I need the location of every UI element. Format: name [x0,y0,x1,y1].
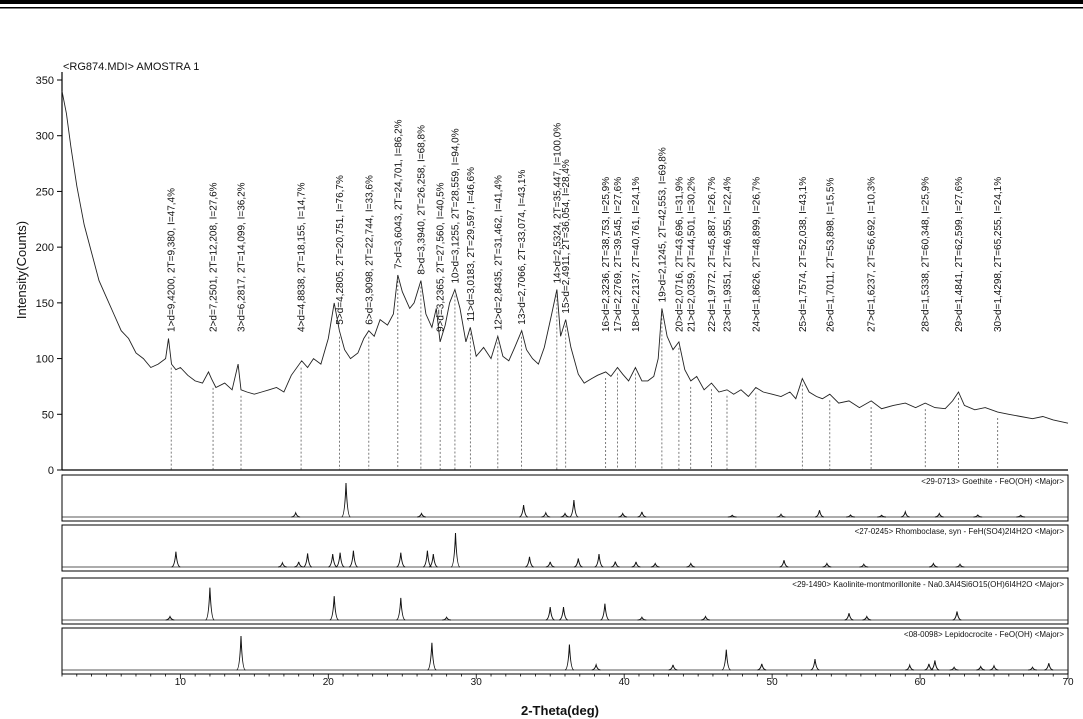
reference-peak [417,514,426,517]
reference-patterns [62,475,1068,674]
peak-label: 16>d=2,3236, 2T=38,753, I=25,9% [601,176,613,332]
reference-peak [780,560,789,567]
reference-peak [278,563,287,567]
peak-label: 6>d=3,9098, 2T=22,744, I=33,6% [364,175,376,325]
reference-peak [757,664,766,670]
peak-label: 26>d=1,7011, 2T=53,898, I=15,5% [825,177,837,332]
reference-peak [686,564,695,567]
peak-label: 12>d=2,8435, 2T=31,462, I=41,4% [493,175,505,331]
peak-label: 1>d=9,4200, 2T=9,380, I=47,4% [166,187,178,332]
reference-peak [862,617,871,620]
reference-panel-label: <29-0713> Goethite - FeO(OH) <Major> [921,477,1064,486]
reference-peak [294,562,303,567]
peak-label: 18>d=2,2137, 2T=40,761, I=24,1% [630,176,642,332]
y-tick-label: 350 [35,75,54,87]
peak-label: 17>d=2,2769, 2T=39,545, I=27,6% [613,176,624,332]
x-axis [62,674,1074,688]
x-tick-label: 60 [914,677,926,688]
reference-panel [62,475,1068,521]
chart-title: <RG874.MDI> AMOSTRA 1 [63,61,200,73]
reference-peak [950,667,959,670]
reference-peak [815,510,824,517]
reference-peak [592,665,601,670]
reference-peak [1028,667,1037,670]
y-tick-label: 50 [41,409,54,422]
x-tick-label: 30 [470,677,482,688]
y-tick-label: 250 [35,186,54,199]
x-tick-label: 40 [618,677,630,688]
peak-label: 21>d=2,0359, 2T=44,501, I=30,2% [686,176,698,332]
reference-peak [669,665,678,670]
reference-peak [777,514,786,517]
reference-peak [330,596,339,620]
peak-label: 7>d=3,6043, 2T=24,701, I=86,2% [393,119,405,269]
x-axis-label: 2-Theta(deg) [521,703,599,718]
reference-peak [291,513,300,517]
reference-peak [701,617,710,620]
reference-peak [328,554,337,567]
reference-peak [396,553,405,567]
x-tick-label: 20 [322,677,334,688]
reference-peak [632,562,641,567]
x-tick-label: 10 [174,677,186,688]
reference-peak [570,500,579,517]
peak-label: 27>d=1,6237, 2T=56,692, I=10,3% [866,176,878,332]
peak-label: 30>d=1,4298, 2T=65,255, I=24,1% [993,176,1005,332]
reference-panel [62,628,1068,674]
reference-peak [525,557,534,567]
reference-peak [561,514,570,517]
reference-peak [349,551,358,567]
reference-peak [206,588,215,620]
reference-peak [342,483,351,517]
reference-peak [953,612,962,621]
reference-peak [859,564,868,567]
peak-label: 2>d=7,2501, 2T=12,208, I=27,6% [208,182,220,332]
reference-peak [931,661,940,671]
reference-panel-label: <29-1490> Kaolinite-montmorillonite - Na0.3Al4Si6O15(OH)6I4H2O <Major> [792,580,1064,589]
peak-label: 10>d=3,1255, 2T=28,559, I=94,0% [450,128,462,284]
peak-label: 29>d=1,4841, 2T=62,599, I=27,6% [954,176,965,332]
peak-label: 4>d=4,8838, 2T=18,155, I=14,7% [296,182,308,332]
reference-panel-label: <27-0245> Rhomboclase, syn - FeH(SO4)2I4H2O <Major> [854,527,1064,536]
peak-label: 5>d=4,2805, 2T=20,751, I=76,7% [334,175,346,325]
peak-label: 8>d=3,3940, 2T=26,258, I=68,8% [416,125,428,275]
reference-peak [638,512,647,517]
peak-label: 15>d=2,4911, 2T=36,054, I=28,4% [561,159,573,314]
peak-labels [167,119,1005,332]
reference-peak [638,617,647,620]
reference-peak [451,533,460,567]
reference-peak [519,505,528,517]
reference-peak [546,607,555,620]
reference-peak [396,598,405,620]
reference-peak [901,512,910,517]
reference-peak [976,667,985,670]
reference-peak [905,665,914,670]
peak-label: 20>d=2,0716, 2T=43,696, I=31,9% [674,176,686,332]
peak-label: 14>d=2,5324, 2T=35,447, I=100,0% [552,122,564,284]
peak-label: 19>d=2,1245, 2T=42,553, I=69,8% [657,147,669,303]
peak-label: 9>d=3,2365, 2T=27,560, I=40,5% [435,182,447,332]
reference-peak [428,643,437,670]
reference-peak [442,617,451,620]
reference-peak [601,604,610,620]
y-axis [36,75,62,477]
reference-peak [574,559,583,568]
reference-peak [595,554,604,567]
reference-peak [237,636,246,670]
peak-label: 22>d=1,9772, 2T=45,887, I=26,7% [707,176,718,332]
peak-label: 3>d=6,2817, 2T=14,099, I=36,2% [236,182,248,332]
reference-peak [651,564,660,567]
reference-peak [956,564,965,567]
peak-label: 23>d=1,9351, 2T=46,955, I=22,4% [722,176,734,332]
reference-peak [336,553,345,567]
y-tick-label: 300 [35,130,54,143]
x-tick-label: 70 [1062,677,1074,688]
reference-peak [303,553,312,567]
y-tick-label: 0 [47,465,54,477]
peak-label: 25>d=1,7574, 2T=52,038, I=43,1% [797,176,809,332]
reference-peak [935,514,944,517]
peak-label: 24>d=1,8626, 2T=48,899, I=26,7% [751,176,763,332]
reference-peak [990,666,999,670]
header-rule [0,0,1083,9]
peak-label: 13>d=2,7066, 2T=33,074, I=43,1% [517,169,529,325]
y-axis-label: Intensity(Counts) [14,220,29,320]
peak-label: 11>d=3,0183, 2T=29,597, I=46,6% [465,167,477,322]
y-tick-label: 100 [35,353,54,366]
reference-peak [565,645,574,671]
reference-peak [722,650,731,670]
reference-peak [423,551,432,567]
reference-peak [611,562,620,567]
reference-peak [823,564,832,567]
reference-peak [559,607,568,620]
y-tick-label: 200 [35,242,54,255]
reference-peak [172,552,181,567]
y-tick-label: 150 [35,297,54,310]
reference-peak [541,513,550,517]
reference-peak [811,659,820,670]
reference-peak [929,564,938,567]
x-tick-label: 50 [766,677,778,688]
reference-panel-label: <08-0098> Lepidocrocite - FeO(OH) <Major> [903,630,1064,639]
reference-peak [845,613,854,620]
reference-peak [166,617,175,620]
reference-panel [62,578,1068,624]
peak-label: 28>d=1,5338, 2T=60,348, I=25,9% [920,176,932,332]
reference-peak [546,562,555,567]
reference-peak [618,514,627,517]
reference-peak [1044,663,1053,670]
reference-panel [62,525,1068,571]
